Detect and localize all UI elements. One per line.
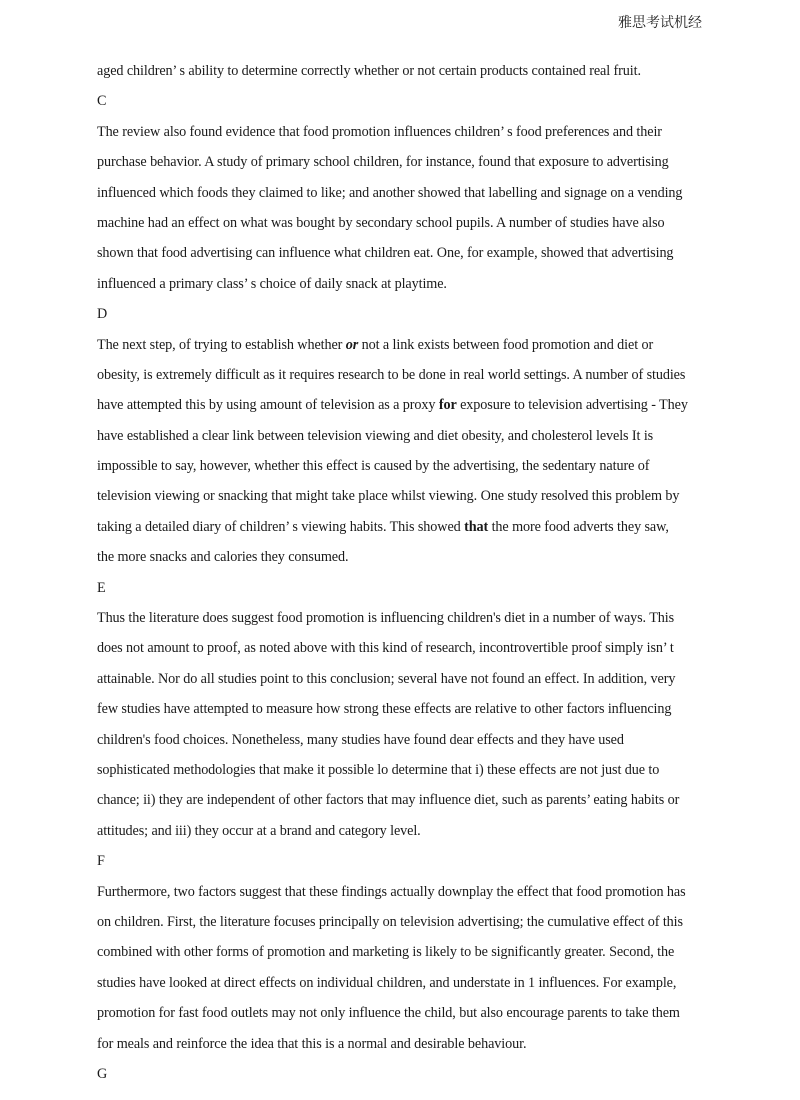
text-line: purchase behavior. A study of primary school children, for instance, found that exposure to advertising: [97, 154, 669, 171]
text-line: [97, 512, 703, 542]
text-line: aged children’ s ability to determine correctly whether or not certain products contained real fruit.: [97, 63, 641, 79]
section-letter-d: D: [97, 306, 108, 323]
emphasis-word: or: [345, 336, 359, 353]
text-segment: The next step, of trying to establish whether: [97, 336, 346, 353]
text-line: does not amount to proof, as noted above with this kind of research, incontrovertible proof simply isn’ t: [97, 640, 674, 657]
section-letter-g: G: [97, 1065, 108, 1082]
text-line: sophisticated methodologies that make it possible lo determine that i) these effects are not just due to: [97, 761, 660, 778]
article-body: [97, 56, 703, 1089]
section-letter-c: C: [97, 93, 107, 110]
section-letter-f: F: [97, 853, 105, 870]
text-segment: exposure to television advertising - They: [456, 397, 688, 414]
text-line: Thus the literature does suggest food promotion is influencing children's diet in a number of ways. This: [97, 610, 675, 627]
text-line: television viewing or snacking that might take place whilst viewing. One study resolved this problem by: [97, 488, 680, 505]
section-letter-e: E: [97, 579, 106, 596]
text-line: [97, 330, 703, 360]
text-line: few studies have attempted to measure how strong these effects are relative to other factors influencing: [97, 701, 672, 718]
text-segment: taking a detailed diary of children’ s viewing habits. This showed: [97, 518, 461, 535]
text-line: have established a clear link between television viewing and diet obesity, and cholesterol levels It is: [97, 427, 654, 444]
text-line: [97, 390, 703, 420]
text-line: promotion for fast food outlets may not only influence the child, but also encourage parents to take them: [97, 1005, 680, 1022]
text-segment: not a link exists between food promotion and diet or: [358, 336, 654, 353]
text-line: the more snacks and calories they consumed.: [97, 549, 349, 566]
text-line: influenced a primary class’ s choice of daily snack at playtime.: [97, 275, 447, 292]
text-line: combined with other forms of promotion and marketing is likely to be significantly greater. Second, the: [97, 944, 675, 961]
text-segment: have attempted this by using amount of television as a proxy: [97, 397, 439, 414]
text-line: shown that food advertising can influence what children eat. One, for example, showed that advertising: [97, 245, 674, 262]
text-line: children's food choices. Nonetheless, many studies have found dear effects and they have used: [97, 731, 624, 748]
text-line: impossible to say, however, whether this effect is caused by the advertising, the sedentary nature of: [97, 458, 650, 475]
text-line: studies have looked at direct effects on individual children, and understate in 1 influences. For example,: [97, 974, 677, 991]
text-line: attainable. Nor do all studies point to this conclusion; several have not found an effect. In addition, very: [97, 670, 676, 687]
text-line: attitudes; and iii) they occur at a brand and category level.: [97, 822, 421, 839]
text-line: The review also found evidence that food promotion influences children’ s food preferences and their: [97, 123, 662, 140]
text-line: influenced which foods they claimed to like; and another showed that labelling and signage on a vending: [97, 184, 683, 201]
text-line: chance; ii) they are independent of other factors that may influence diet, such as parents’ eating habits or: [97, 792, 680, 809]
emphasis-word: for: [438, 397, 457, 414]
text-line: on children. First, the literature focuses principally on television advertising; the cumulative effect of this: [97, 913, 683, 930]
page-header: 雅思考试机经: [618, 15, 702, 31]
text-segment: the more food adverts they saw,: [488, 518, 669, 535]
text-line: for meals and reinforce the idea that this is a normal and desirable behaviour.: [97, 1035, 527, 1052]
text-line: Furthermore, two factors suggest that these findings actually downplay the effect that food promotion has: [97, 883, 686, 900]
text-line: obesity, is extremely difficult as it requires research to be done in real world settings. A number of studies: [97, 366, 686, 383]
text-line: machine had an effect on what was bought by secondary school pupils. A number of studies have also: [97, 214, 665, 231]
emphasis-word: that: [464, 518, 489, 535]
